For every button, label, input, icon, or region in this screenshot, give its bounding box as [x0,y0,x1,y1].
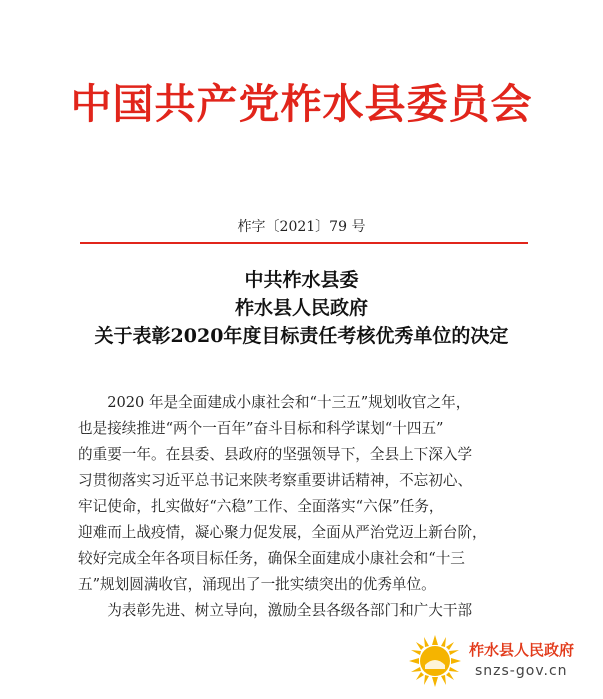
document-number: 柞字〔2021〕79 号 [237,219,366,235]
sun-emblem-icon [407,633,463,689]
body-line: 2020 年是全面建成小康社会和“十三五”规划收官之年， [78,394,471,411]
document-body [78,390,530,624]
watermark-url: snzs-gov.cn [475,663,568,679]
body-line: 为表彰先进、树立导向，激励全县各级各部门和广大干部 [78,602,473,619]
red-divider-line [80,242,528,244]
body-line: 五”规划圆满收官，涌现出了一批实绩突出的优秀单位。 [78,576,436,593]
red-header-title: 中国共产党柞水县委员会 [70,80,533,128]
site-watermark [405,625,595,695]
body-line: 迎难而上战疫情，凝心聚力促发展，全面从严治党迈上新台阶， [78,524,487,541]
watermark-site-name: 柞水县人民政府 [469,641,575,659]
body-line: 较好完成全年各项目标任务，确保全面建成小康社会和“十三 [78,550,465,567]
heading-line: 柞水县人民政府 [234,297,368,319]
body-line: 也是接续推进“两个一百年”奋斗目标和科学谋划“十四五” [78,420,444,437]
body-line: 的重要一年。在县委、县政府的坚强领导下，全县上下深入学 [78,446,473,463]
heading-line: 中共柞水县委 [244,269,359,291]
body-line: 习贯彻落实习近平总书记来陕考察重要讲话精神，不忘初心、 [78,472,473,489]
body-line: 牢记使命，扎实做好“六稳”工作、全面落实“六保”任务， [78,498,444,515]
heading-line: 关于表彰2020年度目标责任考核优秀单位的决定 [94,325,509,347]
document-heading [0,266,603,350]
